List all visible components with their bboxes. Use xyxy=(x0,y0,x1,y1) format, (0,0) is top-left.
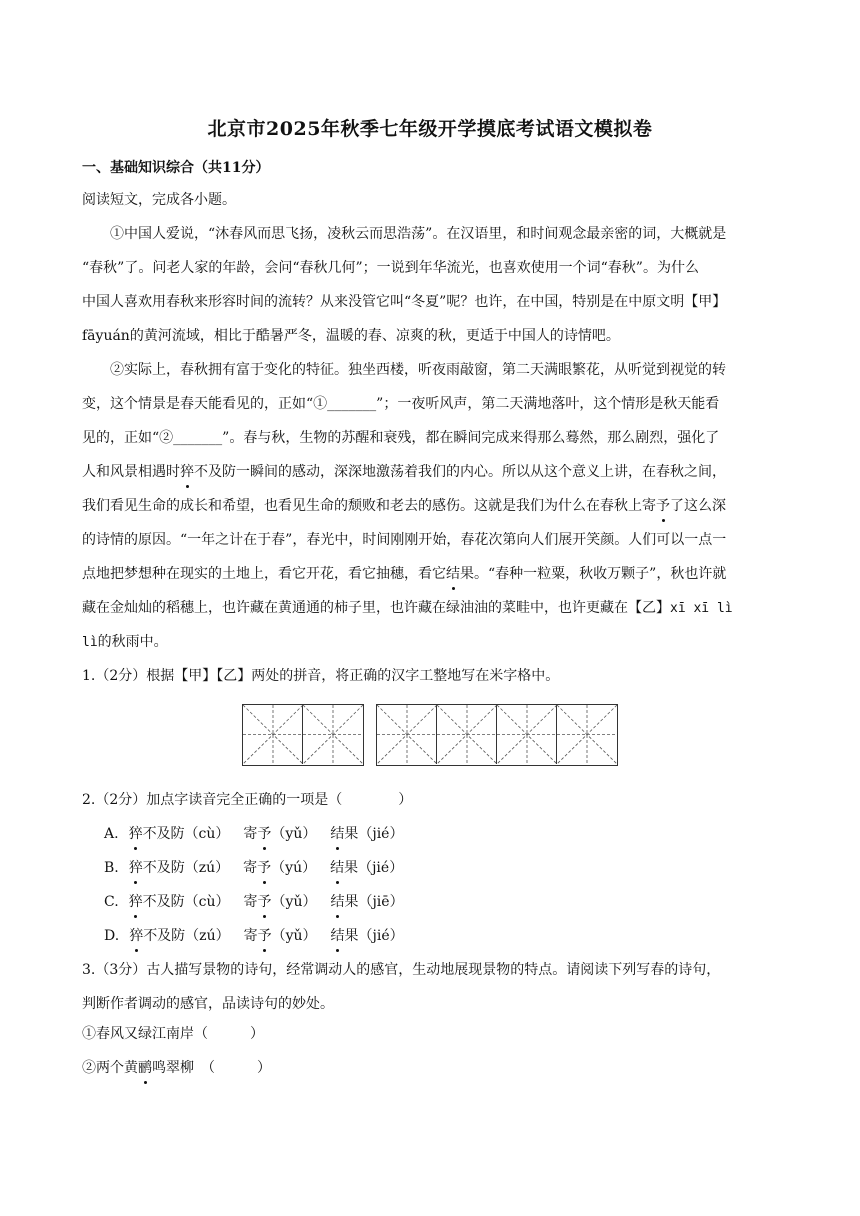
para2-line xyxy=(82,564,782,584)
para2-line: ②实际上，春秋拥有富于变化的特征。独坐西楼，听夜雨敲窗，第二天满眼繁花，从听觉到视觉的转 xyxy=(110,362,726,378)
para1-line: 中国人喜欢用春秋来形容时间的流转？从来没管它叫“冬夏”呢？也许，在中国，特别是在中原文明【甲】 xyxy=(82,294,727,310)
dotted-char: 予 xyxy=(257,860,272,876)
question-3-line: 3.（3分）古人描写景物的诗句，经常调动人的感官，生动地展现景物的特点。请阅读下列写春的诗句， xyxy=(82,962,721,978)
poem-item xyxy=(82,1024,782,1044)
dotted-char: 猝 xyxy=(128,826,143,842)
text-run: 点地把梦想种在现实的土地上，看它开花，看它抽穗，看它 xyxy=(82,566,446,582)
text-run: （yǔ） xyxy=(271,928,317,944)
mizige-guides xyxy=(303,705,363,764)
mizige-cell[interactable] xyxy=(243,705,303,764)
para1-line: ①中国人爱说，“沐春风而思飞扬，凌秋云而思浩荡”。在汉语里，和时间观念最亲密的词，大概就是 xyxy=(110,226,727,242)
mizige-cell[interactable] xyxy=(557,705,617,764)
dotted-char: 予 xyxy=(257,894,272,910)
para2-line xyxy=(82,632,782,653)
dotted-char: 鹂 xyxy=(138,1060,152,1076)
option-b[interactable] xyxy=(104,858,804,878)
text-run: 寄 xyxy=(243,928,258,944)
text-run: （ ） xyxy=(194,1026,264,1042)
poem-item xyxy=(82,1058,782,1078)
mizige-guides xyxy=(243,705,303,764)
dotted-char: 予 xyxy=(656,498,670,514)
option-label: A. xyxy=(104,826,119,842)
para2-line: 变，这个情景是春天能看见的，正如“①_______”；一夜听风声，第二天满地落叶，这个情形是秋天能看 xyxy=(82,396,720,412)
text-run: 不及防一瞬间的感动，深深地激荡着我们的内心。所以从这个意义上讲，在春秋之间， xyxy=(194,464,726,480)
grid-group-yi xyxy=(376,704,618,766)
option-c[interactable] xyxy=(104,892,804,912)
section-heading: 一、基础知识综合（共11分） xyxy=(82,160,270,176)
text-run: 寄 xyxy=(243,894,258,910)
text-run: 不及防（cù） xyxy=(142,826,230,842)
text-run: 寄 xyxy=(243,860,258,876)
para2-line xyxy=(82,496,782,516)
text-run: 了这么深 xyxy=(670,498,726,514)
dotted-char: 猝 xyxy=(128,860,143,876)
dotted-char: 猝 xyxy=(128,894,143,910)
question-3-line: 判断作者调动的感官，品读诗句的妙处。 xyxy=(82,996,334,1012)
text-run: 鸣翠柳 （ ） xyxy=(152,1060,271,1076)
mizige-cell[interactable] xyxy=(437,705,497,764)
option-label: D. xyxy=(104,928,120,944)
text-run: ②两个黄 xyxy=(82,1060,138,1076)
para1-line: “春秋”了。问老人家的年龄，会问“春秋几何”；一说到年华流光，也喜欢使用一个词“春秋”。为什么 xyxy=(82,260,699,276)
text-run: 果（jié） xyxy=(344,860,404,876)
option-label: B. xyxy=(104,860,119,876)
reading-instruction: 阅读短文，完成各小题。 xyxy=(82,192,236,208)
question-2: 2.（2分）加点字读音完全正确的一项是（ ） xyxy=(82,792,413,808)
para2-line: 见的，正如“②_______”。春与秋，生物的苏醒和衰残，都在瞬间完成来得那么蓦然，那么剧烈，强化了 xyxy=(82,430,720,446)
dotted-char: 结 xyxy=(330,928,345,944)
text-run: 不及防（zú） xyxy=(142,860,230,876)
dotted-char: 结 xyxy=(330,894,345,910)
text-run: 果（jiē） xyxy=(344,894,404,910)
text-run: 我们看见生命的成长和希望，也看见生命的颓败和老去的感伤。这就是我们为什么在春秋上寄 xyxy=(82,498,656,514)
text-run: 果（jié） xyxy=(344,928,404,944)
text-run: 的秋雨中。 xyxy=(97,634,168,650)
text-run: 藏在金灿灿的稻穗上，也许藏在黄通通的柿子里，也许藏在绿油油的菜畦中，也许更藏在【乙】 xyxy=(82,600,670,616)
mizige-guides xyxy=(557,705,617,764)
pinyin-run: xī xī lì xyxy=(670,601,733,616)
dotted-char: 猝 xyxy=(129,928,144,944)
dotted-char: 猝 xyxy=(180,464,194,480)
text-run: 果（jié） xyxy=(344,826,404,842)
pinyin-run: lì xyxy=(82,635,98,650)
mizige-cell[interactable] xyxy=(497,705,557,764)
grid-group-jia xyxy=(242,704,364,766)
para1-line: fāyuán的黄河流域，相比于酷暑严冬，温暖的春、凉爽的秋，更适于中国人的诗情吧。 xyxy=(82,328,620,344)
mizige-cell[interactable] xyxy=(303,705,363,764)
dotted-char: 结 xyxy=(446,566,460,582)
text-run: 寄 xyxy=(243,826,258,842)
dotted-char: 予 xyxy=(257,928,272,944)
mizige-guides xyxy=(437,705,497,764)
text-run: ①春风又绿江南岸 xyxy=(82,1026,194,1042)
mizige-cell[interactable] xyxy=(377,705,437,764)
dotted-char: 予 xyxy=(257,826,272,842)
mizige-guides xyxy=(377,705,437,764)
text-run: 果。“春种一粒粟，秋收万颗子”，秋也许就 xyxy=(460,566,727,582)
text-run: 人和风景相遇时 xyxy=(82,464,180,480)
option-d[interactable] xyxy=(104,926,804,946)
text-run: （yú） xyxy=(271,860,317,876)
page-title: 北京市2025年秋季七年级开学摸底考试语文模拟卷 xyxy=(207,118,653,140)
dotted-char: 结 xyxy=(330,826,345,842)
option-label: C. xyxy=(104,894,119,910)
text-run: 不及防（zú） xyxy=(143,928,230,944)
mizige-guides xyxy=(497,705,557,764)
text-run: 不及防（cù） xyxy=(142,894,230,910)
question-1: 1.（2分）根据【甲】【乙】两处的拼音，将正确的汉字工整地写在米字格中。 xyxy=(82,668,560,684)
text-run: （yǔ） xyxy=(271,826,317,842)
para2-line xyxy=(82,462,782,482)
dotted-char: 结 xyxy=(330,860,345,876)
para2-line: 的诗情的原因。“一年之计在于春”，春光中，时间刚刚开始，春花次第向人们展开笑颜。人们可以一点一 xyxy=(82,532,727,548)
option-a[interactable] xyxy=(104,824,804,844)
text-run: （yǔ） xyxy=(271,894,317,910)
para2-line xyxy=(82,598,782,619)
